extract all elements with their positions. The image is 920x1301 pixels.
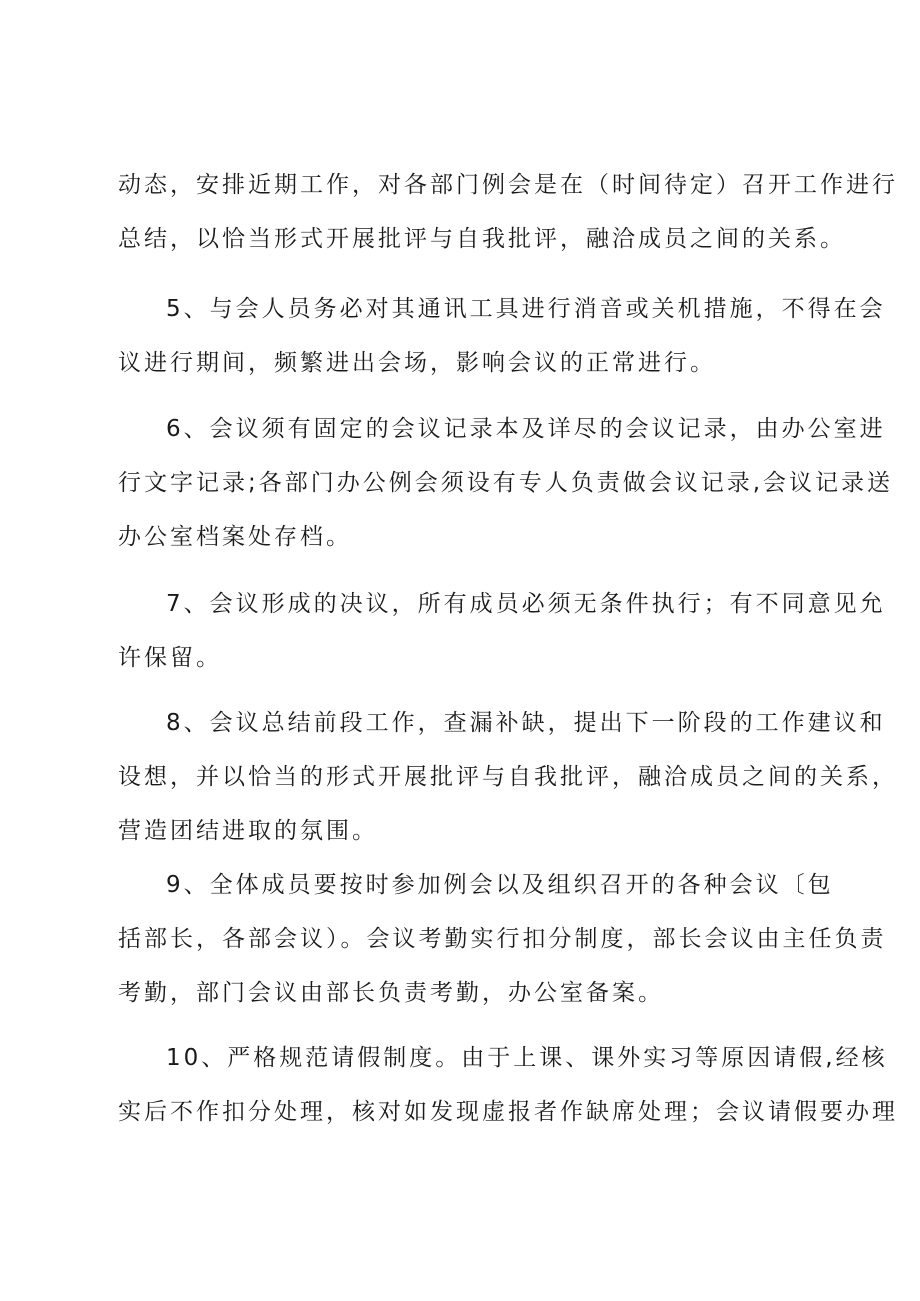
paragraph-line: 营造团结进取的氛围。 [118,818,378,844]
paragraph-item-5 [118,282,886,390]
paragraph-line: 总结，以恰当形式开展批评与自我批评，融洽成员之间的关系。 [118,226,846,252]
paragraph-line: 9、全体成员要按时参加例会以及组织召开的各种会议〔包 [166,872,834,898]
paragraph-line: 括部长，各部会议）。会议考勤实行扣分制度，部长会议由主任负责 [118,926,887,952]
paragraph-continuation [118,158,898,266]
paragraph-line: 8、会议总结前段工作，查漏补缺，提出下一阶段的工作建议和 [166,710,886,736]
paragraph-item-8 [118,696,898,858]
paragraph-line: 议进行期间，频繁进出会场，影响会议的正常进行。 [118,350,716,376]
paragraph-item-7 [118,577,886,685]
paragraph-line: 办公室档案处存档。 [118,524,352,550]
paragraph-line: 6、会议须有固定的会议记录本及详尽的会议记录，由办公室进 [166,416,886,442]
paragraph-item-6 [118,402,894,564]
paragraph-line: 考勤，部门会议由部长负责考勤，办公室备案。 [118,980,664,1006]
paragraph-line: 动态，安排近期工作，对各部门例会是在（时间待定）召开工作进行 [118,172,898,198]
paragraph-line: 许保留。 [118,645,222,671]
paragraph-line: 10、严格规范请假制度。由于上课、课外实习等原因请假,经核 [166,1045,888,1071]
paragraph-line: 实后不作扣分处理，核对如发现虚报者作缺席处理；会议请假要办理 [118,1099,898,1125]
paragraph-item-9 [118,858,887,1020]
paragraph-line: 7、会议形成的决议，所有成员必须无条件执行；有不同意见允 [166,591,886,617]
paragraph-line: 行文字记录;各部门办公例会须设有专人负责做会议记录,会议记录送 [118,470,894,496]
paragraph-line: 5、与会人员务必对其通讯工具进行消音或关机措施，不得在会 [166,296,886,322]
paragraph-item-10 [118,1031,898,1139]
paragraph-line: 设想，并以恰当的形式开展批评与自我批评，融洽成员之间的关系， [118,764,898,790]
